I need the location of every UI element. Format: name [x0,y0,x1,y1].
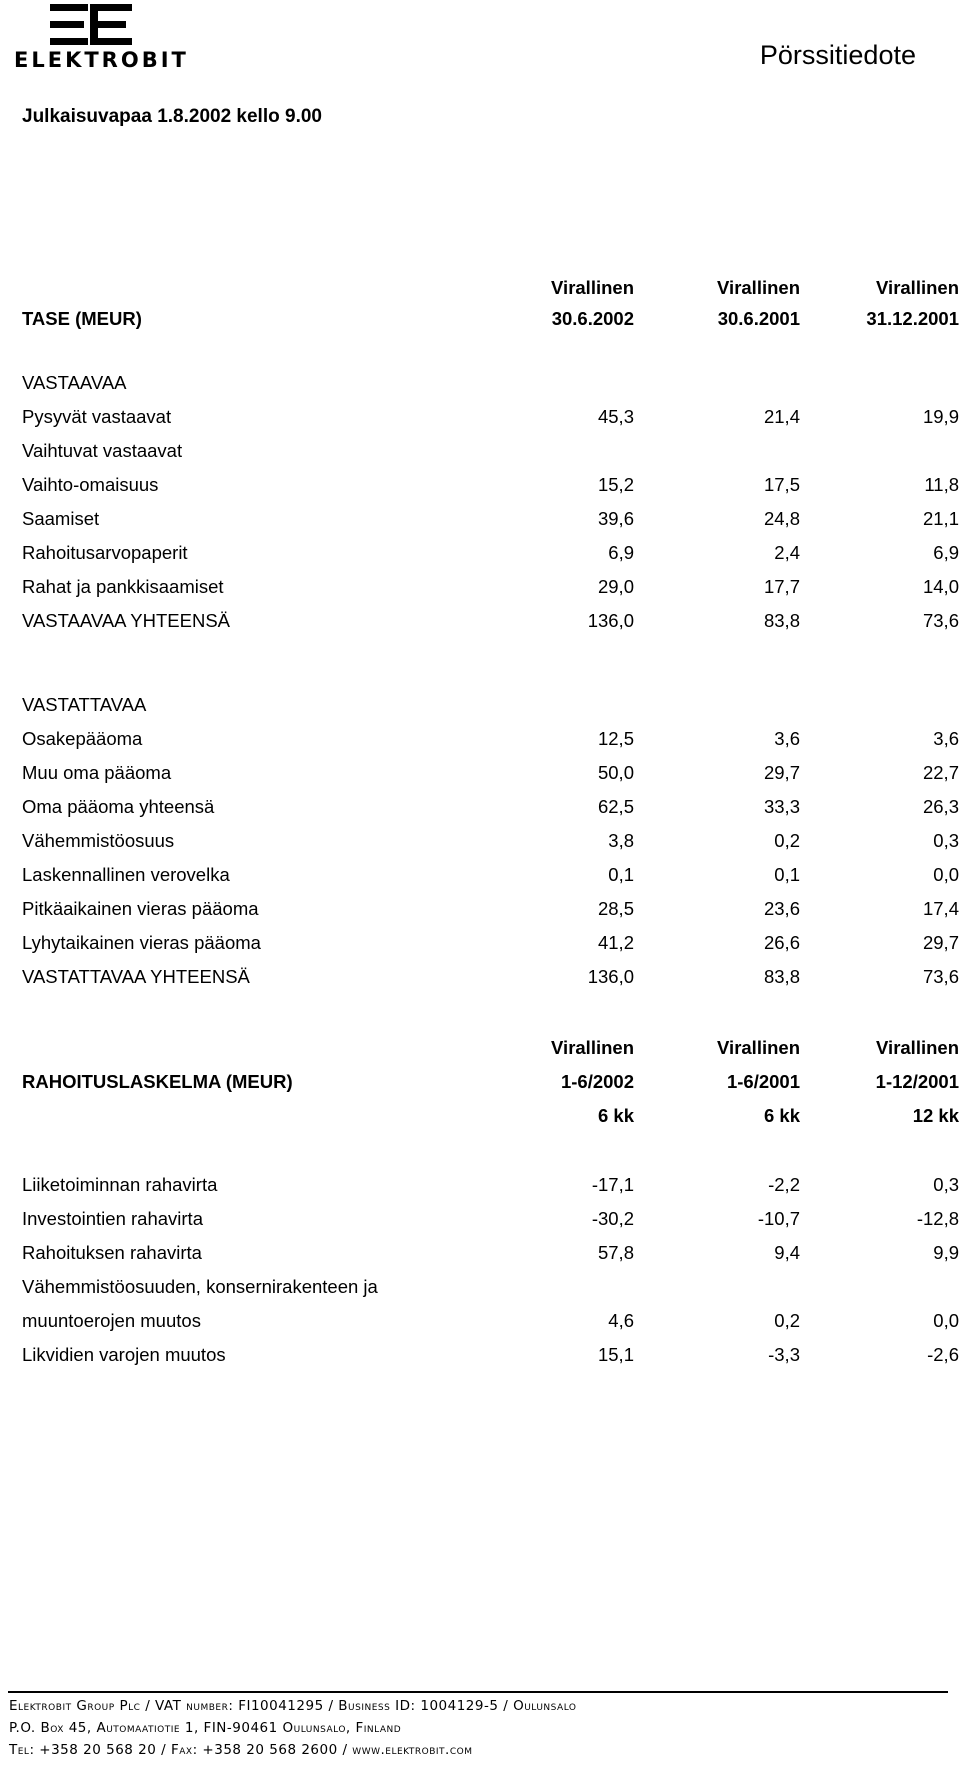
row-label: Investointien rahavirta [22,1208,203,1229]
cell-value: 15,1 [597,1344,634,1365]
table-row [22,858,959,892]
cashflow-header-period-row [22,1065,959,1099]
cell-value: 83,8 [763,966,800,987]
table-row [22,434,952,468]
table-row [22,1304,959,1338]
cell-value: 19,9 [922,406,959,427]
row-label: Pysyvät vastaavat [22,406,172,427]
cell-value: 26,6 [763,932,800,953]
section-heading: VASTAAVAA [22,372,127,393]
cell-value: 23,6 [763,898,800,919]
elektrobit-logo-mark [50,4,140,46]
cell-value: 14,0 [922,576,959,597]
cell-value: 0,0 [933,864,959,885]
logo-wordmark: ELEKTROBIT [14,48,189,72]
table-row [22,536,959,570]
table-row [22,926,959,960]
cell-value: -2,6 [927,1344,959,1365]
row-label: Saamiset [22,508,100,529]
table-row [22,1202,959,1236]
table-row [22,824,959,858]
cell-value: -10,7 [757,1208,800,1229]
balance-title: TASE (MEUR) [22,308,142,329]
balance-header-date-row [22,302,959,336]
cell-value: 136,0 [587,610,634,631]
table-row [22,1236,959,1270]
column-type: Virallinen [876,277,959,298]
cell-value: 3,6 [933,728,959,749]
column-type: Virallinen [551,277,634,298]
document-type: Pörssitiedote [759,40,916,70]
cell-value: 33,3 [763,796,800,817]
cell-value: 21,4 [763,406,800,427]
row-label: Vähemmistöosuus [22,830,175,851]
column-date: 30.6.2001 [717,308,800,329]
row-label: Liiketoiminnan rahavirta [22,1174,218,1195]
table-row [22,400,959,434]
column-months: 12 kk [912,1105,959,1126]
cell-value: 0,0 [933,1310,959,1331]
cell-value: 17,5 [763,474,800,495]
cashflow-header-months-row [22,1099,959,1133]
cell-value: 0,1 [608,864,634,885]
row-label: Vaihtuvat vastaavat [22,440,183,461]
table-row [22,892,959,926]
section-heading: VASTATTAVAA [22,694,147,715]
table-row [22,790,959,824]
cell-value: 28,5 [597,898,634,919]
page-footer [0,1678,960,1767]
cell-value: 6,9 [608,542,634,563]
cell-value: 24,8 [763,508,800,529]
cell-value: 0,2 [774,830,800,851]
cell-value: 12,5 [597,728,634,749]
row-label: Rahat ja pankkisaamiset [22,576,224,597]
balance-header-type-row [22,271,959,305]
row-label: Rahoituksen rahavirta [22,1242,202,1263]
row-label: Oma pääoma yhteensä [22,796,215,817]
cell-value: 0,3 [933,1174,959,1195]
cell-value: 17,4 [922,898,959,919]
column-type: Virallinen [551,1037,634,1058]
table-row [22,570,959,604]
cell-value: 45,3 [597,406,634,427]
cell-value: -30,2 [591,1208,634,1229]
row-label: Laskennallinen verovelka [22,864,230,885]
cell-value: 6,9 [933,542,959,563]
cashflow-header-type-row [22,1031,959,1065]
cell-value: 0,1 [774,864,800,885]
cell-value: 57,8 [597,1242,634,1263]
row-label: VASTAAVAA YHTEENSÄ [22,610,231,631]
column-months: 6 kk [763,1105,800,1126]
company-logo [14,4,189,74]
cell-value: 0,2 [774,1310,800,1331]
cell-value: 39,6 [597,508,634,529]
cell-value: 83,8 [763,610,800,631]
cell-value: 29,7 [922,932,959,953]
cell-value: 50,0 [597,762,634,783]
cell-value: 29,7 [763,762,800,783]
cell-value: 0,3 [933,830,959,851]
cell-value: 4,6 [608,1310,634,1331]
row-label: Likvidien varojen muutos [22,1344,226,1365]
column-type: Virallinen [876,1037,959,1058]
cell-value: 9,9 [933,1242,959,1263]
row-label: Rahoitusarvopaperit [22,542,188,563]
cell-value: 17,7 [763,576,800,597]
row-label: Vaihto-omaisuus [22,474,159,495]
footer-contact-line: Tel: +358 20 568 20 / Fax: +358 20 568 2600 / www.elektrobit.com [9,1742,473,1758]
assets-heading [22,366,952,400]
cell-value: 21,1 [922,508,959,529]
total-row [22,960,959,994]
cashflow-title: RAHOITUSLASKELMA (MEUR) [22,1071,293,1092]
cell-value: 9,4 [774,1242,800,1263]
cell-value: 11,8 [924,474,959,495]
cell-value: 15,2 [597,474,634,495]
cell-value: 62,5 [597,796,634,817]
row-label: Muu oma pääoma [22,762,172,783]
cell-value: -12,8 [916,1208,959,1229]
cell-value: 26,3 [922,796,959,817]
table-row [22,1270,952,1304]
liabilities-heading [22,688,952,722]
row-label: Pitkäaikainen vieras pääoma [22,898,259,919]
table-row [22,1338,959,1372]
column-period: 1-12/2001 [875,1071,959,1092]
column-type: Virallinen [717,277,800,298]
cell-value: 73,6 [922,966,959,987]
release-time: Julkaisuvapaa 1.8.2002 kello 9.00 [22,106,322,127]
cell-value: 2,4 [774,542,800,563]
footer-address-line: P.O. Box 45, Automaatiotie 1, FIN-90461 Oulunsalo, Finland [9,1720,402,1736]
cell-value: -17,1 [591,1174,634,1195]
footer-company-line: Elektrobit Group Plc / VAT number: FI10041295 / Business ID: 1004129-5 / Oulunsalo [9,1698,577,1714]
cell-value: 22,7 [922,762,959,783]
cell-value: 3,8 [608,830,634,851]
row-label: Vähemmistöosuuden, konsernirakenteen ja [22,1276,378,1297]
cell-value: 73,6 [922,610,959,631]
cell-value: -2,2 [768,1174,800,1195]
column-months: 6 kk [597,1105,634,1126]
table-row [22,722,959,756]
column-period: 1-6/2001 [726,1071,800,1092]
table-row [22,502,959,536]
row-label: Osakepääoma [22,728,143,749]
row-label: Lyhytaikainen vieras pääoma [22,932,261,953]
cell-value: 41,2 [597,932,634,953]
cell-value: -3,3 [768,1344,800,1365]
column-type: Virallinen [717,1037,800,1058]
table-row [22,756,959,790]
table-row [22,468,959,502]
cell-value: 3,6 [774,728,800,749]
row-label: VASTATTAVAA YHTEENSÄ [22,966,250,987]
total-row [22,604,959,638]
row-label: muuntoerojen muutos [22,1310,201,1331]
column-period: 1-6/2002 [560,1071,634,1092]
footer-divider [8,1691,948,1693]
table-row [22,1168,959,1202]
column-date: 30.6.2002 [551,308,634,329]
column-date: 31.12.2001 [866,308,959,329]
cell-value: 29,0 [597,576,634,597]
cell-value: 136,0 [587,966,634,987]
